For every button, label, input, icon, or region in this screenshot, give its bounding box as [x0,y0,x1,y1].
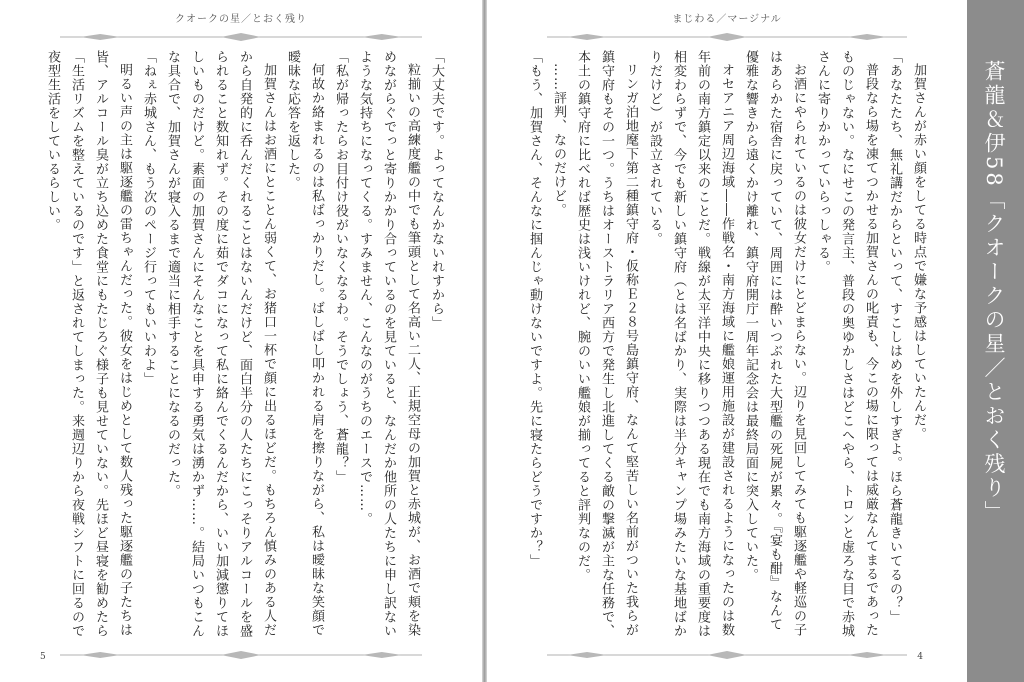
left-page [0,0,482,682]
body-text [28,50,448,640]
paragraph: オセアニア周辺海域――作戦名・南方海域に艦娘運用施設が建設されるようになったのは数年前の南方鎮定以来のことだ。戦線が太平洋中央に移りつつある現在でも南方海域の重要度は相変わらずで、今でも新しい鎮守府（とは名ばかり、実際は半分キャンプ場みたいな基地ばかりだけど）が設立されている。 [647,50,734,638]
ornament-divider [60,650,422,660]
page-number: 4 [917,652,923,662]
right-page [487,0,967,682]
paragraph: 何故か絡まれるのは私ばっかりだし。ばしばし叩かれる肩を擦りながら、私は曖昧な笑顔で曖昧な応答を返した。 [285,50,324,637]
paragraph: 「あなたたち、無礼講だからといって、すこしはめを外しすぎよ。ほら蒼龍きいてるの？」 [887,50,902,624]
paragraph: 粒揃いの高練度艦の中でも筆頭として名高い二人、正規空母の加賀と赤城が、お酒で頬を染めながらぐでっと寄りかかり合っているのを見ていると、なんだか他所の人たちに申し訳ないような気持ちになってくる。すみません、こんなのがうちのエースで……。 [357,50,420,638]
paragraph: ……評判、なのだけど。 [551,63,566,217]
ornament-divider [547,32,907,42]
paragraph: 加賀さんが赤い顔をしてる時点で嫌な予感はしていたんだ。 [911,63,926,441]
paragraph: お酒にやられているのは彼女だけにとどまらない。辺りを見回してみても駆逐艦や軽巡の子はあらかた宿舎に戻っていて、周囲には酔いつぶれた大型艦の死屍が累々。『宴も酣』なんて優雅な響きから遠くかけ離れ、鎮守府開庁一周年記念会は最終局面に突入していた。 [743,50,806,637]
paragraph: リンガ泊地麾下第二種鎮守府・仮称Ｅ２８号島鎮守府、なんて堅苦しい名前がついた我らが鎮守府もその一つ。うちはオーストラリア西方で発生し北進してくる敵の撃滅が主な任務で、本土の鎮守府に比べれば歴史は浅いけれど、腕のいい艦娘が揃ってると評判なのだ。 [575,50,638,638]
running-head: まじわる／マージナル [672,14,782,25]
paragraph: 「大丈夫です。よってなんかないれすから」 [429,50,444,330]
paragraph: 「私が帰ったらお目付け役がいなくなるわ。そうでしょう、蒼龍？」 [333,50,348,484]
running-head: クオークの星／とおく残り [175,14,307,25]
paragraph: 普段なら場を凍てつかせる加賀さんの叱責も、今この場に限っては威厳なんてまるであったものじゃない。なにせこの発言主、普段の奥ゆかしさはどこへやら、トロンと虚ろな目で赤城さんに寄りかかっていらっしゃる。 [815,50,878,638]
paragraph: 加賀さんはお酒にとことん弱くて、お猪口一杯で顔に出るほどだ。もちろん慎みのある人だから自発的に呑んだくれることはないんだけど、面白半分の人たちにこっそりアルコールを盛られること数知れず。その度に茹でダコになって私に絡んでくるんだから、いい加減懲りてほしいものだけど。素面の加賀さんにそんなことを具申する勇気は湧かず……。結局いつもこんな具合で、加賀さんが寝入るまで適当に相手することになるのだった。 [165,50,276,638]
chapter-side-tab [967,0,1024,682]
paragraph: 「もう、加賀さん、そんなに掴んじゃ動けないですよ。先に寝たらどうですか？」 [527,50,542,568]
page-number: 5 [40,652,46,662]
paragraph: 明るい声の主は駆逐艦の雷ちゃんだった。彼女をはじめとして数人残った駆逐艦の子たちは皆、アルコール臭が立ち込めた食堂にもたじろぐ様子も見せていない。先ほど昼寝を勧めたら「生活リズムを整えているのです」と返されてしまった。来週辺りから夜戦シフトに回るので夜型生活をしているらしい。 [45,50,132,638]
paragraph: 「ねぇ赤城さん、もう次のページ行ってもいいわよ」 [141,50,156,386]
chapter-title: 蒼龍＆伊58「クオークの星／とおく残り」 [982,60,1006,525]
ornament-divider [547,650,907,660]
body-text [527,50,930,640]
ornament-divider [60,32,422,42]
